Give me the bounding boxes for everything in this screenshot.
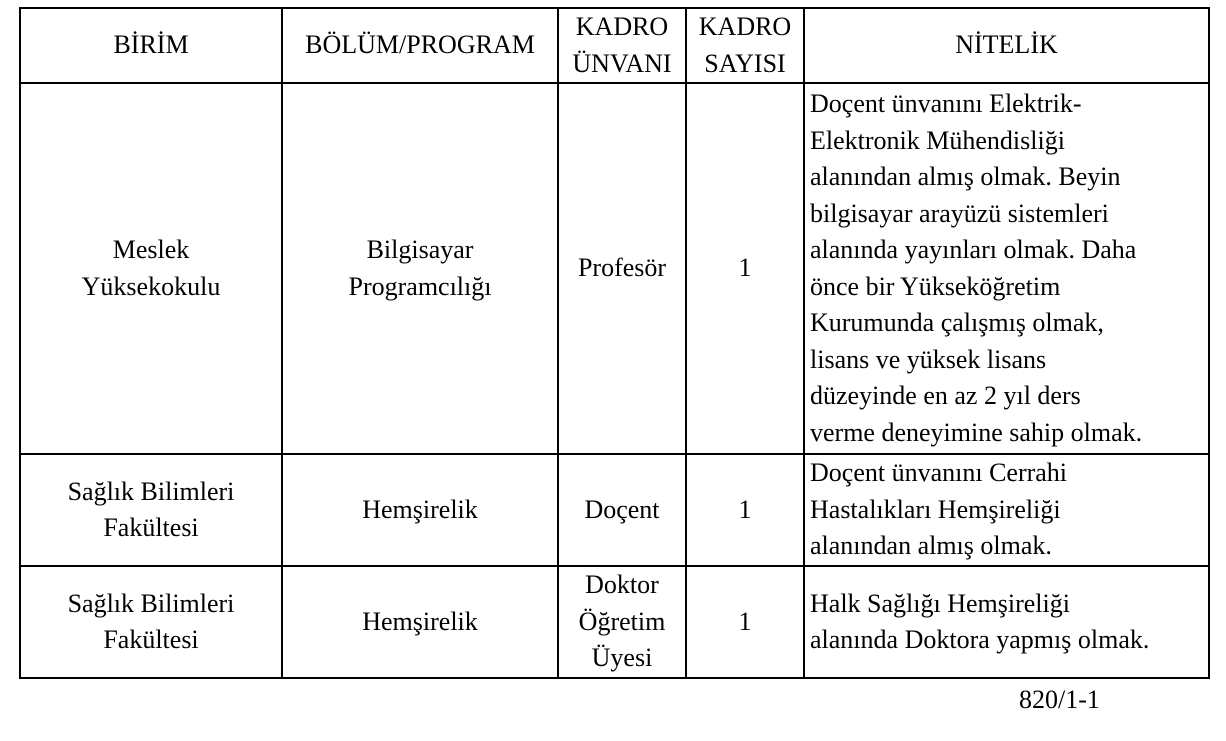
table-row bbox=[20, 566, 1209, 678]
cell-unit: Sağlık Bilimleri Fakültesi bbox=[20, 454, 282, 566]
table-row bbox=[20, 83, 1209, 454]
cell-department: Hemşirelik bbox=[282, 454, 558, 566]
header-department: BÖLÜM/PROGRAM bbox=[282, 8, 558, 83]
cell-position-title: Doktor Öğretim Üyesi bbox=[558, 566, 686, 678]
cell-department: Hemşirelik bbox=[282, 566, 558, 678]
cell-unit: Sağlık Bilimleri Fakültesi bbox=[20, 566, 282, 678]
staff-position-table bbox=[19, 7, 1210, 679]
cell-qualification: Doçent ünvanını Cerrahi Hastalıkları Hemşireliği alanından almış olmak. bbox=[804, 454, 1209, 566]
page-number: 820/1-1 bbox=[1019, 685, 1100, 714]
cell-qualification: Doçent ünvanını Elektrik- Elektronik Mühendisliği alanından almış olmak. Beyin bilgisayar arayüzü sistemleri alanında yayınları olmak. Daha önce bir Yükseköğretim Kurumunda çalışmış olmak, lisans ve yüksek lisans düzeyinde en az 2 yıl ders verme deneyimine sahip olmak. bbox=[804, 83, 1209, 454]
cell-position-title: Doçent bbox=[558, 454, 686, 566]
cell-department: Bilgisayar Programcılığı bbox=[282, 83, 558, 454]
cell-position-count: 1 bbox=[686, 454, 804, 566]
header-position-title: KADRO ÜNVANI bbox=[558, 8, 686, 83]
header-unit: BİRİM bbox=[20, 8, 282, 83]
header-position-count: KADRO SAYISI bbox=[686, 8, 804, 83]
table-row bbox=[20, 454, 1209, 566]
cell-position-title: Profesör bbox=[558, 83, 686, 454]
cell-unit: Meslek Yüksekokulu bbox=[20, 83, 282, 454]
header-qualification: NİTELİK bbox=[804, 8, 1209, 83]
table-header-row bbox=[20, 8, 1209, 83]
cell-qualification: Halk Sağlığı Hemşireliği alanında Doktora yapmış olmak. bbox=[804, 566, 1209, 678]
cell-position-count: 1 bbox=[686, 83, 804, 454]
cell-position-count: 1 bbox=[686, 566, 804, 678]
